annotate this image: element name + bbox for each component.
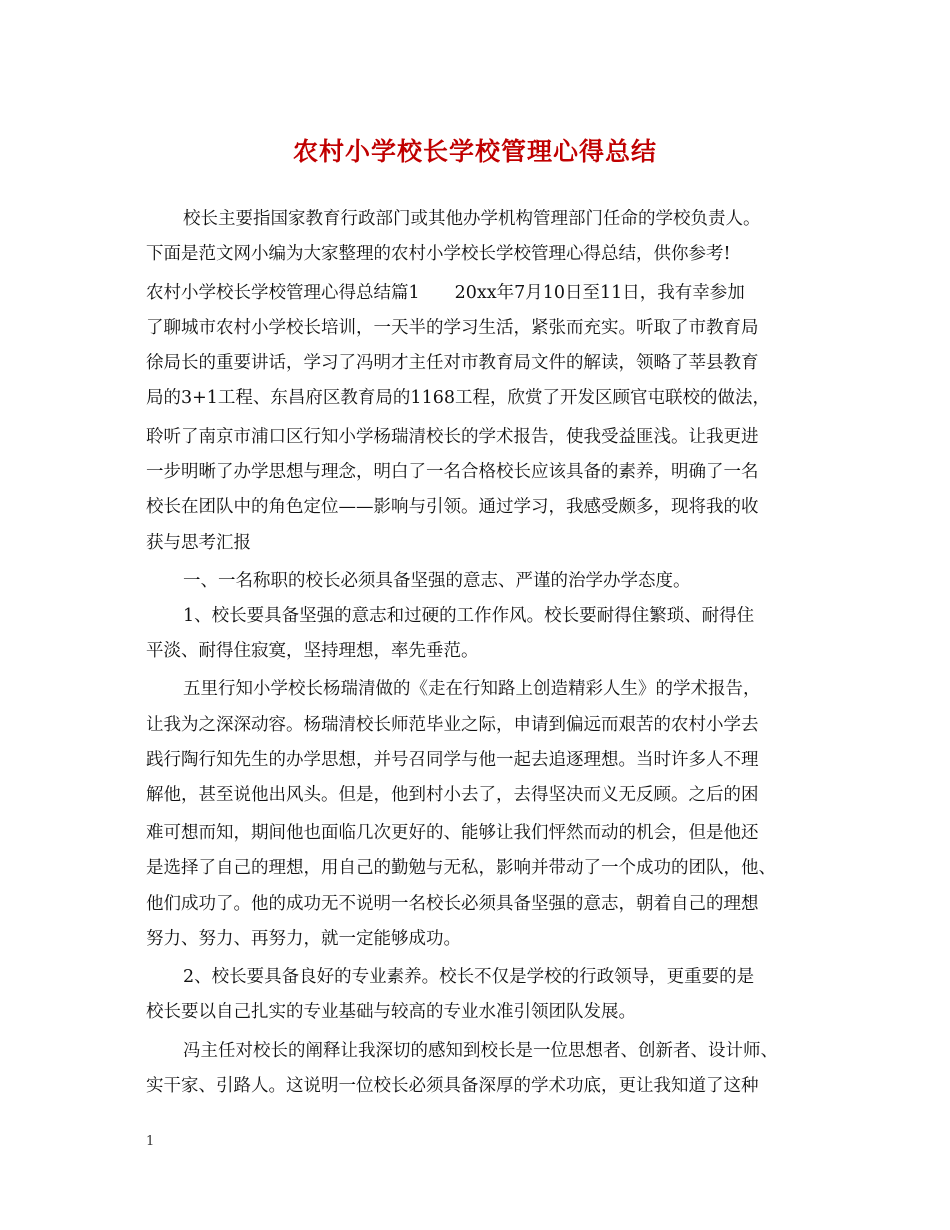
text-line: 了聊城市农村小学校长培训，一天半的学习生活，紧张而充实。听取了市教育局	[146, 318, 759, 338]
text-line: 平淡、耐得住寂寞，坚持理想，率先垂范。	[146, 641, 479, 661]
document-title: 农村小学校长学校管理心得总结	[292, 137, 657, 166]
text-line: 徐局长的重要讲话，学习了冯明才主任对市教育局文件的解读，领略了莘县教育	[146, 353, 759, 373]
text-line: 实干家、引路人。这说明一位校长必须具备深厚的学术功底，更让我知道了这种	[146, 1076, 759, 1096]
text-line: 他们成功了。他的成功无不说明一名校长必须具备坚强的意志，朝着自己的理想	[146, 894, 759, 914]
text-line: 五里行知小学校长杨瑞清做的《走在行知路上创造精彩人生》的学术报告，	[183, 679, 761, 699]
text-line: 聆听了南京市浦口区行知小学杨瑞清校长的学术报告，使我受益匪浅。让我更进	[146, 427, 759, 447]
text-line: 局的3+1工程、东昌府区教育局的1168工程，欣赏了开发区顾官屯联校的做法，	[146, 388, 770, 408]
text-line: 校长要以自己扎实的专业基础与较高的专业水准引领团队发展。	[146, 1002, 636, 1022]
text-line: 冯主任对校长的阐释让我深切的感知到校长是一位思想者、创新者、设计师、	[183, 1041, 778, 1061]
text-line: 难可想而知，期间他也面临几次更好的、能够让我们怦然而动的机会，但是他还	[146, 823, 759, 843]
text-line: 努力、努力、再努力，就一定能够成功。	[146, 929, 461, 949]
text-line: 解他，甚至说他出风头。但是，他到村小去了，去得坚决而义无反顾。之后的困	[146, 785, 759, 805]
text-line: 是选择了自己的理想，用自己的勤勉与无私，影响并带动了一个成功的团队，他、	[146, 858, 776, 878]
text-line: 校长主要指国家教育行政部门或其他办学机构管理部门任命的学校负责人。	[183, 209, 761, 229]
text-line: 农村小学校长学校管理心得总结篇1 20xx年7月10日至11日，我有幸参加	[146, 283, 745, 303]
text-line: 2、校长要具备良好的专业素养。校长不仅是学校的行政领导，更重要的是	[183, 967, 755, 987]
page-number: 1	[146, 1134, 155, 1149]
text-line: 1、校长要具备坚强的意志和过硬的工作作风。校长要耐得住繁琐、耐得住	[183, 606, 755, 626]
text-line: 一步明晰了办学思想与理念，明白了一名合格校长应该具备的素养，明确了一名	[146, 462, 759, 482]
text-line: 校长在团队中的角色定位——影响与引领。通过学习，我感受颇多，现将我的收	[146, 497, 759, 517]
text-line: 让我为之深深动容。杨瑞清校长师范毕业之际，申请到偏远而艰苦的农村小学去	[146, 715, 759, 735]
text-line: 获与思考汇报	[146, 533, 251, 553]
text-line: 践行陶行知先生的办学思想，并号召同学与他一起去追逐理想。当时许多人不理	[146, 750, 759, 770]
text-line: 下面是范文网小编为大家整理的农村小学校长学校管理心得总结，供你参考!	[146, 244, 731, 264]
text-line: 一、一名称职的校长必须具备坚强的意志、严谨的治学办学态度。	[183, 571, 691, 591]
